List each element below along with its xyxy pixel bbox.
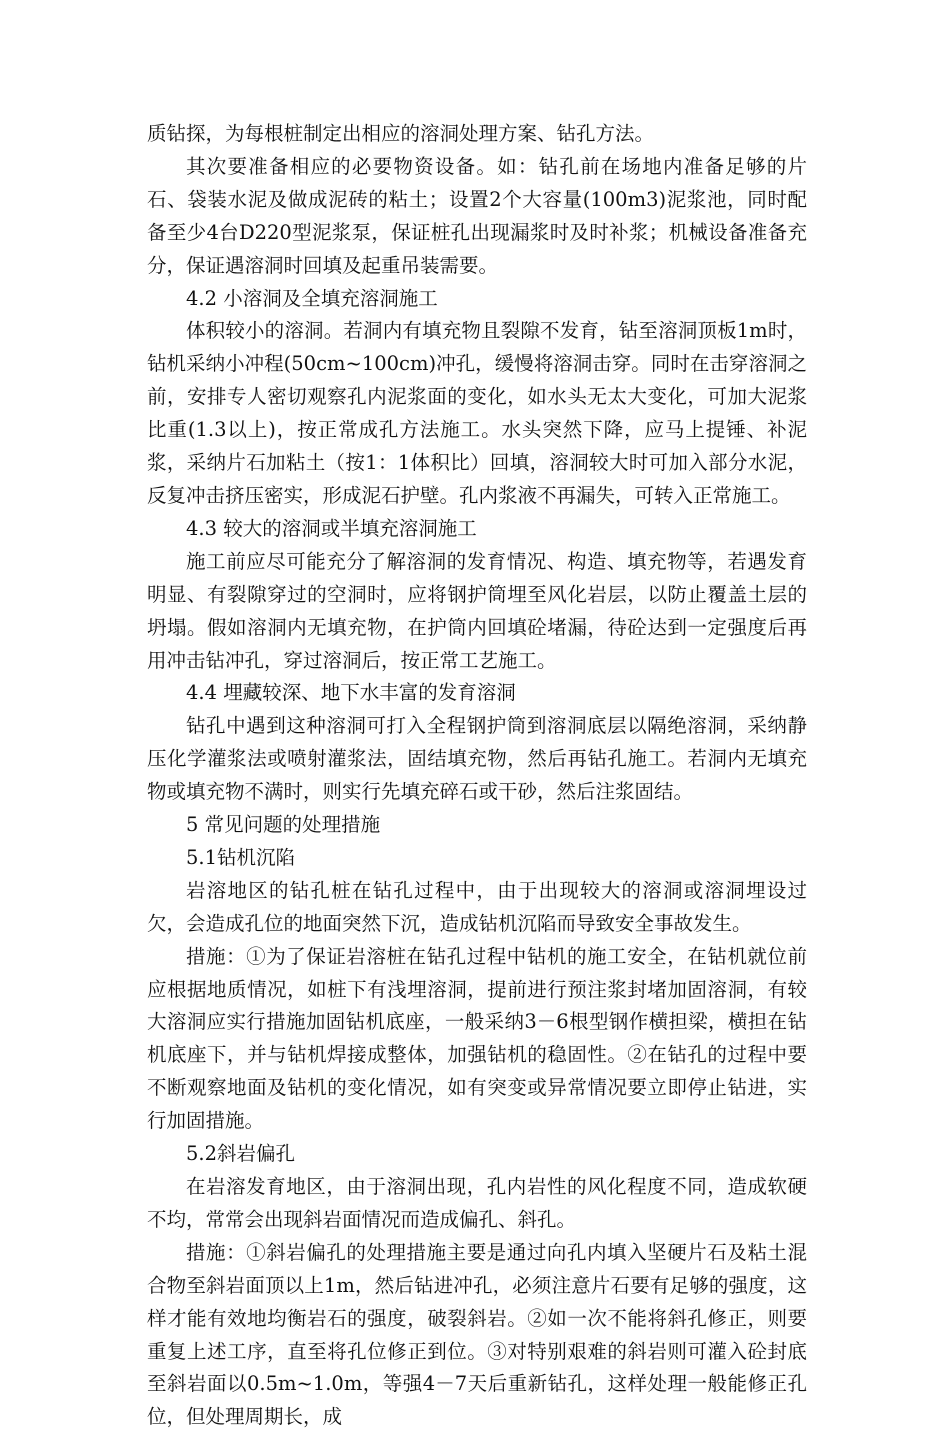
paragraph-continuation: 质钻探，为每根桩制定出相应的溶洞处理方案、钻孔方法。 (147, 122, 655, 145)
section-heading-4-3: 4.3 较大的溶洞或半填充溶洞施工 (186, 516, 477, 540)
paragraph-rig-subsidence: 岩溶地区的钻孔桩在钻孔过程中，由于出现较大的溶洞或溶洞埋设过欠，会造成孔位的地面突然下沉，造成钻机沉陷而导致安全事故发生。 (147, 878, 807, 935)
section-heading-5: 5 常见问题的处理措施 (186, 813, 381, 837)
paragraph-large-cave: 施工前应尽可能充分了解溶洞的发育情况、构造、填充物等，若遇发育明显、有裂隙穿过的空洞时，应将钢护筒埋至风化岩层，以防止覆盖土层的坍塌。假如溶洞内无填充物，在护筒内回填砼堵漏，待砼达到一定强度后再用冲击钻冲孔，穿过溶洞后，按正常工艺施工。 (147, 549, 807, 672)
section-heading-5-1: 5.1钻机沉陷 (186, 845, 296, 869)
paragraph-deep-cave: 钻孔中遇到这种溶洞可打入全程钢护筒到溶洞底层以隔绝溶洞，采纳静压化学灌浆法或喷射灌浆法，固结填充物，然后再钻孔施工。若洞内无填充物或填充物不满时，则实行先填充碎石或干砂，然后注浆固结。 (147, 714, 807, 804)
paragraph-inclined-rock-measures: 措施：①斜岩偏孔的处理措施主要是通过向孔内填入坚硬片石及粘土混合物至斜岩面顶以上1m，然后钻进冲孔，必须注意片石要有足够的强度，这样才能有效地均衡岩石的强度，破裂斜岩。②如一次不能将斜孔修正，则要重复上述工序，直至将孔位修正到位。③对特别艰难的斜岩则可灌入砼封底至斜岩面以0.5m~1.0m，等强4－7天后重新钻孔，这样处理一般能修正孔位，但处理周期长，成 (147, 1240, 807, 1429)
paragraph-rig-subsidence-measures: 措施：①为了保证岩溶桩在钻孔过程中钻机的施工安全，在钻机就位前应根据地质情况，如桩下有浅埋溶洞，提前进行预注浆封堵加固溶洞，有较大溶洞应实行措施加固钻机底座，一般采纳3－6根型钢作横担梁，横担在钻机底座下，并与钻机焊接成整体，加强钻机的稳固性。②在钻孔的过程中要不断观察地面及钻机的变化情况，如有突变或异常情况要立即停止钻进，实行加固措施。 (147, 944, 807, 1133)
section-heading-4-2: 4.2 小溶洞及全填充溶洞施工 (186, 286, 438, 310)
paragraph-materials-preparation: 其次要准备相应的必要物资设备。如：钻孔前在场地内准备足够的片石、袋装水泥及做成泥砖的粘土；设置2个大容量(100m3)泥浆池，同时配备至少4台D220型泥浆泵，保证桩孔出现漏浆时及时补浆；机械设备准备充分，保证遇溶洞时回填及起重吊装需要。 (147, 154, 807, 277)
section-heading-4-4: 4.4 埋藏较深、地下水丰富的发育溶洞 (186, 681, 516, 705)
document-body (147, 118, 807, 1434)
paragraph-inclined-rock: 在岩溶发育地区，由于溶洞出现，孔内岩性的风化程度不同，造成软硬不均，常常会出现斜岩面情况而造成偏孔、斜孔。 (147, 1175, 807, 1231)
section-heading-5-2: 5.2斜岩偏孔 (186, 1142, 296, 1166)
paragraph-small-cave: 体积较小的溶洞。若洞内有填充物且裂隙不发育，钻至溶洞顶板1m时，钻机采纳小冲程(50cm~100cm)冲孔，缓慢将溶洞击穿。同时在击穿溶洞之前，安排专人密切观察孔内泥浆面的变化，如水头无太大变化，可加大泥浆比重(1.3以上)，按正常成孔方法施工。水头突然下降，应马上提锤、补泥浆，采纳片石加粘土（按1：1体积比）回填，溶洞较大时可加入部分水泥，反复冲击挤压密实，形成泥石护壁。孔内浆液不再漏失，可转入正常施工。 (147, 319, 807, 507)
